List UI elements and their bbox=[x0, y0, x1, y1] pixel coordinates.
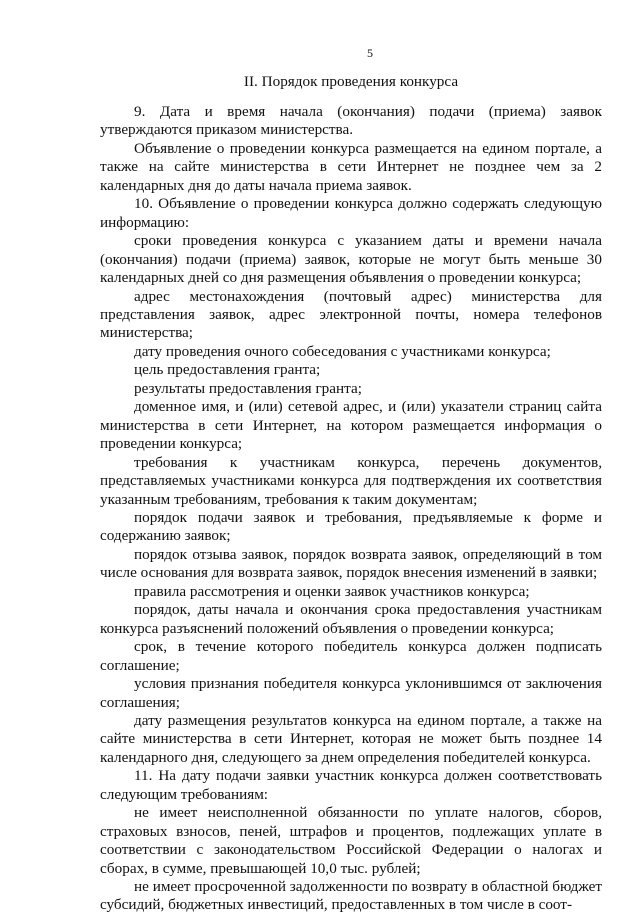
paragraph: порядок отзыва заявок, порядок возврата заявок, определяющий в том числе основания для возврата заявок, порядок внесения изменений в заявки; bbox=[100, 545, 602, 582]
paragraph: требования к участникам конкурса, перечень документов, представляемых участниками конкурса для подтверждения их соответствия указанным требованиям, требования к таким документам; bbox=[100, 453, 602, 508]
paragraph: не имеет неисполненной обязанности по уплате налогов, сборов, страховых взносов, пеней, штрафов и процентов, подлежащих уплате в соответствии с законодательством Российской Федерации о налогах и сборах, в сумме, превышающей 10,0 тыс. рублей; bbox=[100, 804, 602, 877]
section-title: II. Порядок проведения конкурса bbox=[243, 73, 459, 90]
paragraph: условия признания победителя конкурса уклонившимся от заключения соглашения; bbox=[100, 675, 602, 711]
paragraph: адрес местонахождения (почтовый адрес) министерства для представления заявок, адрес электронной почты, номера телефонов министерства; bbox=[100, 287, 602, 342]
paragraph: результаты предоставления гранта; bbox=[134, 379, 362, 397]
paragraph: доменное имя, и (или) сетевой адрес, и (или) указатели страниц сайта министерства в сети Интернет, на котором размещается информация о проведении конкурса; bbox=[100, 398, 602, 453]
page-number: 5 bbox=[367, 46, 373, 60]
document-body bbox=[100, 103, 602, 915]
paragraph: 10. Объявление о проведении конкурса должно содержать следующую информацию: bbox=[100, 195, 602, 231]
paragraph: сроки проведения конкурса с указанием даты и времени начала (окончания) подачи (приема) заявок, которые не могут быть меньше 30 календарных дней со дня размещения объявления о проведении конкурса; bbox=[100, 232, 602, 287]
paragraph: срок, в течение которого победитель конкурса должен подписать соглашение; bbox=[100, 638, 602, 674]
paragraph: 11. На дату подачи заявки участник конкурса должен соответствовать следующим требованиям: bbox=[100, 767, 602, 803]
paragraph: не имеет просроченной задолженности по возврату в областной бюджет субсидий, бюджетных инвестиций, предоставленных в том числе в соот- bbox=[100, 878, 602, 914]
paragraph: правила рассмотрения и оценки заявок участников конкурса; bbox=[134, 582, 530, 600]
paragraph: Объявление о проведении конкурса размещается на едином портале, а также на сайте министерства в сети Интернет не позднее чем за 2 календарных дня до даты начала приема заявок. bbox=[100, 139, 602, 194]
paragraph: порядок подачи заявок и требования, предъявляемые к форме и содержанию заявок; bbox=[100, 508, 602, 545]
paragraph: дату проведения очного собеседования с участниками конкурса; bbox=[134, 342, 551, 360]
paragraph: 9. Дата и время начала (окончания) подачи (приема) заявок утверждаются приказом министерства. bbox=[100, 103, 602, 139]
paragraph: цель предоставления гранта; bbox=[134, 361, 321, 379]
paragraph: дату размещения результатов конкурса на едином портале, а также на сайте министерства в сети Интернет, которая не может быть позднее 14 календарного дня, следующего за днем определения победителей конкурса. bbox=[100, 711, 602, 766]
paragraph: порядок, даты начала и окончания срока предоставления участникам конкурса разъяснений положений объявления о проведении конкурса; bbox=[100, 601, 602, 637]
